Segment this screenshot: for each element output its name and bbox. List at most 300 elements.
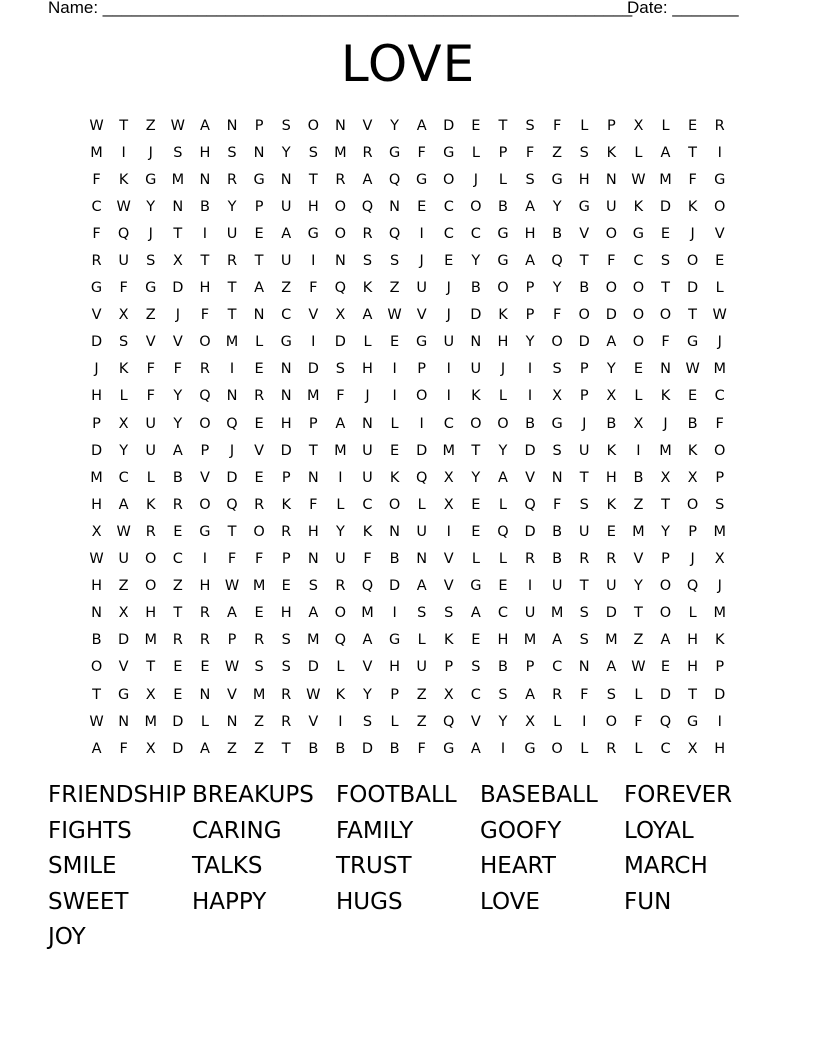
grid-row (83, 518, 733, 545)
grid-letter: A (199, 740, 210, 757)
grid-letter: S (281, 117, 291, 134)
grid-letter: S (146, 253, 156, 270)
grid-letter: R (254, 632, 265, 649)
grid-letter: C (443, 415, 454, 432)
grid-letter: C (497, 605, 509, 622)
grid-letter: K (118, 361, 129, 378)
grid-letter: L (336, 496, 345, 513)
grid-letter: A (416, 578, 427, 595)
grid-letter: D (172, 740, 184, 757)
grid-letter: S (579, 605, 589, 622)
grid-letter: R (335, 171, 346, 188)
word-list-item: BASEBALL (480, 782, 598, 808)
grid-letter: O (199, 496, 211, 513)
grid-letter: P (498, 144, 508, 161)
grid-letter: L (634, 144, 643, 161)
grid-letter: U (118, 253, 129, 270)
grid-letter: K (714, 632, 725, 649)
grid-letter: O (686, 253, 699, 270)
grid-letter: W (387, 307, 402, 324)
grid-letter: G (416, 334, 428, 351)
grid-letter: O (415, 388, 428, 405)
grid-letter: D (659, 198, 672, 215)
grid-letter: R (281, 713, 292, 730)
grid-letter: E (281, 578, 291, 595)
grid-letter: N (226, 388, 238, 405)
grid-letter: V (308, 713, 319, 730)
grid-letter: C (443, 225, 454, 242)
grid-letter: L (119, 388, 128, 405)
grid-letter: T (688, 144, 698, 161)
grid-letter: X (335, 307, 346, 324)
grid-letter: Y (335, 523, 345, 540)
grid-row (83, 573, 733, 600)
grid-letter: W (631, 171, 646, 188)
grid-letter: Q (361, 578, 374, 595)
grid-letter: V (416, 307, 427, 324)
grid-letter: Q (415, 469, 428, 486)
grid-letter: O (497, 415, 509, 432)
grid-letter: B (633, 469, 644, 486)
grid-letter: Q (551, 253, 563, 270)
grid-letter: G (145, 171, 157, 188)
grid-letter: D (470, 307, 482, 324)
grid-letter: X (687, 740, 698, 757)
grid-letter: T (119, 117, 129, 134)
grid-letter: P (525, 307, 535, 324)
grid-letter: E (254, 225, 264, 242)
grid-letter: S (281, 632, 291, 649)
grid-letter: C (470, 686, 481, 703)
grid-letter: X (552, 388, 563, 405)
grid-letter: P (606, 117, 616, 134)
grid-letter: L (580, 117, 589, 134)
grid-letter: D (307, 659, 319, 676)
grid-letter: X (118, 307, 129, 324)
grid-letter: X (714, 551, 725, 568)
grid-letter: S (579, 144, 589, 161)
grid-letter: A (254, 280, 265, 297)
grid-letter: E (389, 334, 400, 351)
grid-letter: H (199, 144, 211, 161)
grid-letter: X (118, 605, 129, 622)
word-list-item: FOREVER (624, 782, 733, 808)
grid-letter: E (471, 117, 481, 134)
grid-letter: B (199, 198, 210, 215)
grid-letter: F (580, 686, 589, 703)
grid-letter: N (334, 117, 346, 134)
grid-letter: O (307, 117, 319, 134)
grid-letter: T (254, 253, 264, 270)
grid-letter: S (606, 686, 616, 703)
word-list-item: HUGS (336, 888, 403, 915)
grid-letter: J (94, 361, 99, 378)
grid-letter: R (254, 388, 265, 405)
grid-letter: H (91, 388, 102, 405)
grid-letter: Y (552, 198, 562, 215)
grid-letter: N (389, 198, 400, 215)
grid-letter: P (308, 415, 318, 432)
grid-letter: H (497, 632, 509, 649)
grid-letter: N (362, 415, 373, 432)
grid-letter: S (471, 659, 481, 676)
grid-letter: R (362, 225, 373, 242)
grid-letter: M (334, 144, 347, 161)
grid-letter: X (633, 117, 644, 134)
grid-letter: V (443, 551, 454, 568)
grid-letter: R (525, 551, 536, 568)
grid-letter: D (659, 686, 672, 703)
grid-letter: T (173, 225, 183, 242)
grid-letter: I (527, 388, 533, 405)
grid-letter: I (419, 415, 424, 432)
grid-letter: T (661, 496, 670, 513)
grid-letter: I (121, 144, 126, 161)
grid-letter: D (714, 686, 726, 703)
grid-letter: S (552, 442, 562, 459)
grid-row (83, 302, 733, 329)
grid-letter: N (91, 605, 102, 622)
grid-letter: S (444, 605, 454, 622)
grid-letter: B (335, 740, 346, 757)
grid-letter: D (443, 117, 455, 134)
grid-letter: O (470, 415, 482, 432)
grid-letter: Q (686, 578, 699, 595)
grid-letter: F (552, 307, 562, 324)
grid-letter: B (552, 523, 563, 540)
grid-letter: L (390, 415, 399, 432)
grid-letter: C (714, 388, 725, 405)
grid-letter: Z (254, 713, 265, 730)
grid-letter: X (443, 686, 454, 703)
grid-letter: Y (498, 442, 508, 459)
grid-letter: L (498, 496, 507, 513)
grid-letter: F (173, 361, 182, 378)
grid-letter: U (443, 334, 455, 351)
grid-letter: F (119, 740, 128, 757)
grid-letter: F (309, 496, 318, 513)
grid-letter: G (551, 415, 563, 432)
grid-letter: Q (443, 713, 455, 730)
grid-letter: H (687, 632, 699, 649)
grid-letter: E (715, 253, 725, 270)
grid-letter: G (280, 334, 292, 351)
grid-letter: G (714, 171, 726, 188)
grid-letter: B (497, 198, 508, 215)
grid-letter: A (525, 686, 535, 703)
grid-letter: U (145, 442, 157, 459)
grid-letter: R (254, 496, 265, 513)
grid-letter: E (173, 686, 183, 703)
grid-letter: N (280, 171, 292, 188)
grid-letter: B (552, 225, 563, 242)
grid-letter: W (306, 686, 321, 703)
grid-letter: E (471, 523, 481, 540)
grid-letter: M (90, 469, 103, 486)
grid-letter: I (527, 578, 533, 595)
grid-letter: L (634, 686, 643, 703)
grid-row (83, 193, 733, 220)
grid-letter: B (91, 632, 102, 649)
grid-letter: J (229, 442, 235, 459)
grid-letter: L (146, 469, 155, 486)
grid-letter: B (470, 280, 481, 297)
grid-letter: U (578, 442, 590, 459)
grid-letter: M (361, 605, 374, 622)
word-list-item: CARING (192, 817, 282, 844)
grid-letter: P (92, 415, 101, 432)
grid-letter: O (145, 551, 157, 568)
grid-letter: S (715, 496, 725, 513)
grid-letter: S (525, 117, 535, 134)
grid-letter: J (473, 171, 478, 188)
grid-letter: H (280, 415, 292, 432)
grid-row (83, 383, 733, 410)
grid-letter: F (200, 307, 210, 324)
grid-letter: A (525, 253, 535, 270)
grid-letter: T (92, 686, 101, 703)
grid-letter: R (199, 605, 210, 622)
grid-letter: N (551, 469, 563, 486)
grid-letter: T (200, 253, 210, 270)
grid-letter: H (199, 578, 211, 595)
grid-letter: N (226, 713, 238, 730)
grid-letter: U (362, 442, 373, 459)
grid-letter: R (552, 686, 563, 703)
grid-letter: N (118, 713, 130, 730)
grid-letter: Y (146, 198, 156, 215)
grid-letter: B (497, 659, 508, 676)
grid-letter: X (91, 523, 102, 540)
grid-letter: Z (633, 496, 644, 513)
grid-letter: T (498, 117, 508, 134)
grid-letter: F (525, 144, 535, 161)
grid-letter: J (175, 307, 180, 324)
grid-letter: J (717, 334, 722, 351)
grid-letter: C (443, 198, 454, 215)
grid-letter: T (227, 307, 237, 324)
grid-letter: D (687, 280, 699, 297)
grid-letter: Y (633, 578, 643, 595)
grid-letter: N (199, 171, 211, 188)
grid-letter: T (308, 442, 318, 459)
grid-letter: W (89, 117, 104, 134)
grid-letter: H (145, 605, 157, 622)
grid-letter: C (552, 659, 563, 676)
grid-letter: M (713, 523, 726, 540)
grid-letter: A (606, 334, 617, 351)
grid-letter: T (661, 280, 670, 297)
grid-row (83, 546, 733, 573)
grid-letter: G (118, 686, 130, 703)
grid-letter: D (226, 469, 238, 486)
grid-letter: O (632, 280, 645, 297)
grid-letter: A (362, 307, 373, 324)
grid-letter: M (550, 605, 564, 622)
grid-letter: Y (119, 442, 129, 459)
grid-letter: I (311, 253, 316, 270)
grid-letter: V (362, 117, 373, 134)
grid-letter: F (715, 415, 724, 432)
name-field-label: Name: ________________________________________________________ (48, 0, 633, 17)
grid-letter: A (552, 632, 563, 649)
grid-letter: U (280, 253, 292, 270)
grid-letter: R (714, 117, 725, 134)
grid-letter: P (444, 659, 454, 676)
grid-letter: O (713, 198, 726, 215)
grid-letter: F (363, 551, 372, 568)
grid-letter: F (227, 551, 237, 568)
grid-letter: L (200, 713, 209, 730)
grid-letter: S (660, 253, 671, 270)
grid-letter: O (334, 605, 347, 622)
grid-letter: O (659, 605, 672, 622)
grid-letter: Y (363, 686, 372, 703)
grid-letter: G (90, 280, 103, 297)
grid-letter: R (579, 551, 590, 568)
word-list-item: SMILE (48, 853, 117, 880)
grid-letter: C (660, 740, 671, 757)
grid-row (83, 491, 733, 518)
grid-letter: Z (389, 280, 400, 297)
grid-letter: I (582, 713, 587, 730)
grid-letter: E (200, 659, 210, 676)
grid-letter: V (199, 469, 210, 486)
grid-letter: E (389, 442, 400, 459)
grid-letter: D (388, 578, 401, 595)
grid-letter: I (419, 225, 424, 242)
grid-letter: F (146, 361, 155, 378)
grid-letter: A (335, 415, 346, 432)
grid-letter: G (253, 171, 265, 188)
grid-letter: K (687, 442, 698, 459)
grid-row (83, 600, 733, 627)
grid-letter: V (254, 442, 265, 459)
grid-letter: R (226, 171, 238, 188)
grid-letter: J (446, 280, 451, 297)
grid-letter: Y (471, 469, 481, 486)
grid-letter: E (660, 225, 671, 242)
grid-letter: X (687, 469, 698, 486)
grid-letter: M (252, 686, 266, 703)
word-list-item: TRUST (336, 853, 412, 880)
word-list-item: FRIENDSHIP (48, 782, 186, 808)
grid-letter: U (416, 523, 427, 540)
grid-letter: N (334, 253, 346, 270)
grid-letter: J (663, 415, 668, 432)
grid-letter: R (606, 551, 617, 568)
grid-letter: L (634, 740, 643, 757)
grid-letter: V (172, 334, 183, 351)
grid-letter: U (416, 280, 427, 297)
grid-letter: B (579, 280, 590, 297)
grid-letter: Z (552, 144, 563, 161)
grid-letter: C (362, 496, 373, 513)
grid-letter: A (362, 632, 373, 649)
grid-letter: K (362, 523, 373, 540)
grid-letter: Y (471, 253, 481, 270)
grid-letter: O (659, 307, 672, 324)
grid-row (83, 410, 733, 437)
grid-letter: T (688, 307, 698, 324)
grid-letter: G (686, 334, 699, 351)
word-list-item: HEART (480, 853, 556, 880)
grid-letter: A (660, 632, 671, 649)
grid-letter: J (446, 307, 451, 324)
grid-letter: B (687, 415, 698, 432)
grid-letter: V (579, 225, 590, 242)
grid-letter: M (442, 442, 456, 459)
grid-letter: M (659, 442, 672, 459)
grid-letter: V (443, 578, 454, 595)
grid-letter: R (145, 523, 156, 540)
grid-letter: M (334, 442, 347, 459)
grid-letter: S (498, 686, 508, 703)
grid-letter: P (390, 686, 399, 703)
grid-row (83, 139, 733, 166)
grid-letter: R (362, 144, 373, 161)
grid-letter: K (606, 442, 617, 459)
grid-letter: E (417, 198, 427, 215)
grid-letter: X (145, 740, 156, 757)
grid-letter: S (281, 659, 291, 676)
grid-letter: D (334, 334, 346, 351)
grid-letter: Y (390, 117, 399, 134)
grid-letter: W (631, 659, 646, 676)
grid-letter: Y (281, 144, 291, 161)
grid-letter: F (661, 334, 670, 351)
grid-letter: F (119, 280, 128, 297)
grid-letter: F (688, 171, 697, 188)
grid-letter: W (224, 659, 240, 676)
grid-letter: F (254, 551, 264, 568)
grid-letter: A (660, 144, 671, 161)
grid-letter: A (91, 740, 102, 757)
grid-letter: S (362, 253, 373, 270)
grid-letter: H (91, 496, 102, 513)
grid-letter: I (446, 523, 451, 540)
grid-letter: R (281, 523, 292, 540)
grid-letter: M (171, 171, 185, 188)
grid-letter: B (552, 551, 563, 568)
grid-letter: O (334, 198, 347, 215)
grid-letter: P (254, 198, 264, 215)
grid-letter: Q (388, 171, 401, 188)
grid-letter: M (90, 144, 103, 161)
grid-letter: A (281, 225, 292, 242)
grid-letter: O (632, 307, 645, 324)
grid-letter: Z (281, 280, 292, 297)
grid-letter: X (443, 469, 454, 486)
grid-letter: O (659, 578, 672, 595)
grid-letter: U (226, 225, 238, 242)
grid-letter: P (281, 551, 291, 568)
grid-row (83, 627, 733, 654)
grid-letter: K (145, 496, 156, 513)
grid-letter: Y (525, 334, 535, 351)
grid-letter: X (633, 415, 644, 432)
grid-letter: O (145, 578, 157, 595)
grid-letter: I (392, 361, 397, 378)
grid-row (83, 437, 733, 464)
grid-letter: G (443, 740, 455, 757)
grid-letter: I (392, 388, 397, 405)
grid-letter: E (688, 117, 698, 134)
grid-letter: Z (227, 740, 237, 757)
grid-letter: O (470, 198, 482, 215)
grid-letter: K (633, 198, 644, 215)
grid-letter: X (172, 253, 183, 270)
